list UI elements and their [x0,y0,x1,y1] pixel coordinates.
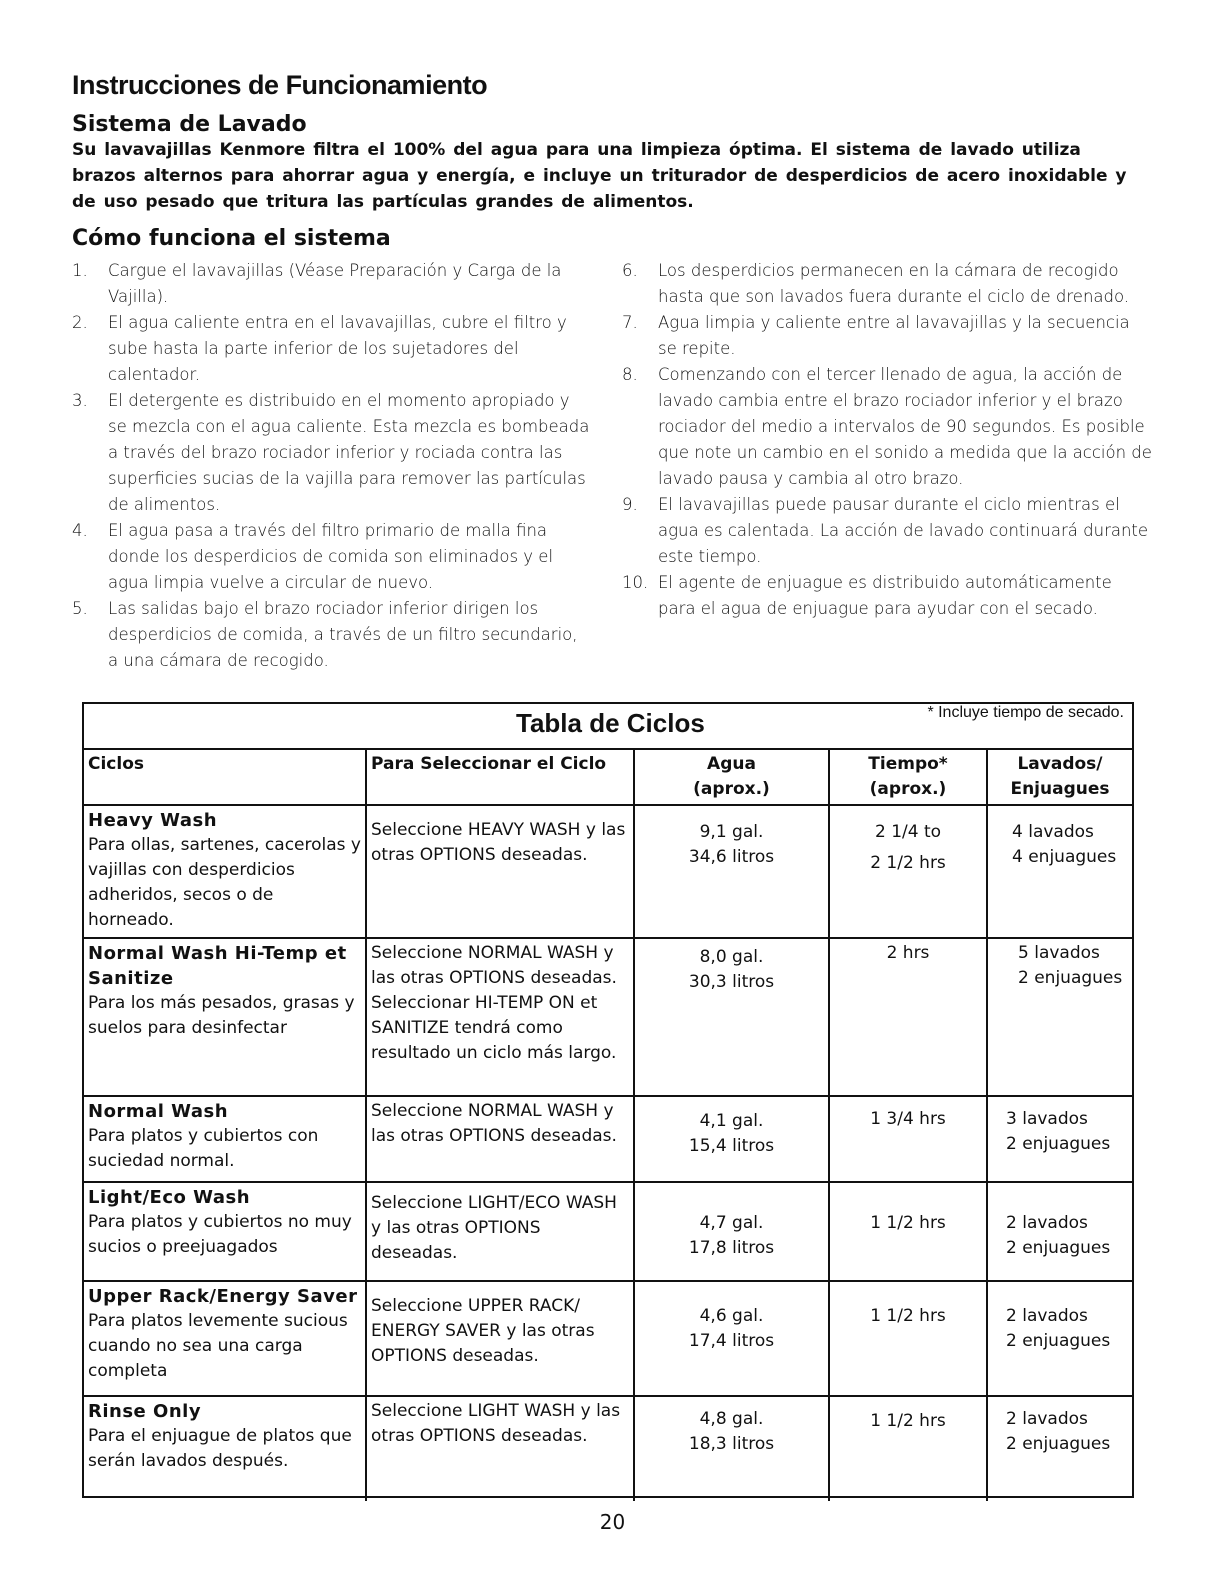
header-agua: Agua (aprox.) [634,749,829,805]
table-row [84,1396,1132,1501]
step-item: 7. Agua limpia y caliente entre al lavavajillas y la secuencia se repite. [622,313,1130,358]
select-cell: Seleccione HEAVY WASH y las otras OPTIONS deseadas. [366,805,634,938]
step-item: 6. Los desperdicios permanecen en la cámara de recogido hasta que son lavados fuera durante el ciclo de drenado. [622,261,1130,306]
time-cell: 1 3/4 hrs [829,1096,987,1182]
table-note: * Incluye tiempo de secado. [927,704,1124,721]
header-ciclos: Ciclos [84,749,366,805]
select-cell: Seleccione UPPER RACK/ ENERGY SAVER y las otras OPTIONS deseadas. [366,1281,634,1396]
time-cell: 2 hrs [829,938,987,1096]
washes-cell: 2 lavados 2 enjuagues [987,1182,1132,1281]
step-item: 4. El agua pasa a través del filtro primario de malla fina donde los desperdicios de comida son eliminados y el agua limpia vuelve a circular de nuevo. [72,521,554,592]
washes-cell: 2 lavados 2 enjuagues [987,1281,1132,1396]
table-title: Tabla de Ciclos [516,708,705,738]
step-item: 10. El agente de enjuague es distribuido automáticamente para el agua de enjuague para ayudar con el secado. [622,573,1112,618]
cycle-table [82,702,1134,1498]
page-title: Instrucciones de Funcionamiento [72,70,488,100]
section-title: Sistema de Lavado [72,112,307,137]
step-item: 9. El lavavajillas puede pausar durante el ciclo mientras el agua es calentada. La acción de lavado continuará durante este tiempo. [622,495,1149,566]
select-cell: Seleccione LIGHT/ECO WASH y las otras OPTIONS deseadas. [366,1182,634,1281]
water-cell: 4,1 gal. 15,4 litros [634,1096,829,1182]
time-cell: 1 1/2 hrs [829,1396,987,1501]
cycle-cell: Normal Wash Para platos y cubiertos con suciedad normal. [84,1096,366,1182]
table-row [84,1182,1132,1281]
washes-cell: 5 lavados 2 enjuagues [987,938,1132,1096]
steps-list-left [72,258,592,674]
step-item: 5. Las salidas bajo el brazo rociador inferior dirigen los desperdicios de comida, a través de un filtro secundario, a una cámara de recogido. [72,599,578,670]
table-header-row [84,749,1132,805]
cycle-cell: Upper Rack/Energy Saver Para platos levemente sucious cuando no sea una carga completa [84,1281,366,1396]
water-cell: 8,0 gal. 30,3 litros [634,938,829,1096]
water-cell: 4,6 gal. 17,4 litros [634,1281,829,1396]
washes-cell: 2 lavados 2 enjuagues [987,1396,1132,1501]
step-item: 8. Comenzando con el tercer llenado de agua, la acción de lavado cambia entre el brazo rociador inferior y el brazo rociador del medio a intervalos de 90 segundos. Es posible que note un cambio en el sonido a medida que la acción de lavado pausa y cambia al otro brazo. [622,365,1152,488]
table-row [84,1096,1132,1182]
cycle-table-grid [84,748,1132,1501]
header-tiempo: Tiempo* (aprox.) [829,749,987,805]
select-cell: Seleccione NORMAL WASH y las otras OPTIONS deseadas. [366,1096,634,1182]
washes-cell: 4 lavados 4 enjuagues [987,805,1132,938]
cycle-cell: Rinse Only Para el enjuague de platos que serán lavados después. [84,1396,366,1501]
time-cell: 1 1/2 hrs [829,1281,987,1396]
cycle-cell: Heavy Wash Para ollas, sartenes, cacerolas y vajillas con desperdicios adheridos, secos o de horneado. [84,805,366,938]
table-row [84,1281,1132,1396]
time-cell: 2 1/4 to 2 1/2 hrs [829,805,987,938]
table-caption [84,704,1132,750]
step-item: 2. El agua caliente entra en el lavavajillas, cubre el filtro y sube hasta la parte inferior de los sujetadores del calentador. [72,313,567,384]
step-item: 3. El detergente es distribuido en el momento apropiado y se mezcla con el agua caliente. Esta mezcla es bombeada a través del brazo rociador inferior y rociada contra las superficies sucias de la vajilla para remover las partículas de alimentos. [72,391,590,514]
header-seleccionar: Para Seleccionar el Ciclo [366,749,634,805]
header-lavados: Lavados/ Enjuagues [987,749,1132,805]
steps-list-right [622,258,1152,622]
water-cell: 4,8 gal. 18,3 litros [634,1396,829,1501]
table-row [84,938,1132,1096]
intro-paragraph: Su lavavajillas Kenmore filtra el 100% del agua para una limpieza óptima. El sistema de lavado utiliza brazos alternos para ahorrar agua y energía, e incluye un triturador de desperdicios de acero inoxidable y de uso pesado que tritura las partículas grandes de alimentos. [72,140,1127,212]
select-cell: Seleccione NORMAL WASH y las otras OPTIONS deseadas. Seleccionar HI-TEMP ON et SANITIZE tendrá como resultado un ciclo más largo. [366,938,634,1096]
water-cell: 9,1 gal. 34,6 litros [634,805,829,938]
water-cell: 4,7 gal. 17,8 litros [634,1182,829,1281]
subsection-title: Cómo funciona el sistema [72,226,391,251]
time-cell: 1 1/2 hrs [829,1182,987,1281]
page-number: 20 [599,1510,626,1534]
cycle-cell: Normal Wash Hi-Temp et Sanitize Para los más pesados, grasas y suelos para desinfectar [84,938,366,1096]
washes-cell: 3 lavados 2 enjuagues [987,1096,1132,1182]
select-cell: Seleccione LIGHT WASH y las otras OPTIONS deseadas. [366,1396,634,1501]
table-row [84,805,1132,938]
step-item: 1. Cargue el lavavajillas (Véase Preparación y Carga de la Vajilla). [72,261,562,306]
cycle-cell: Light/Eco Wash Para platos y cubiertos no muy sucios o preejuagados [84,1182,366,1281]
